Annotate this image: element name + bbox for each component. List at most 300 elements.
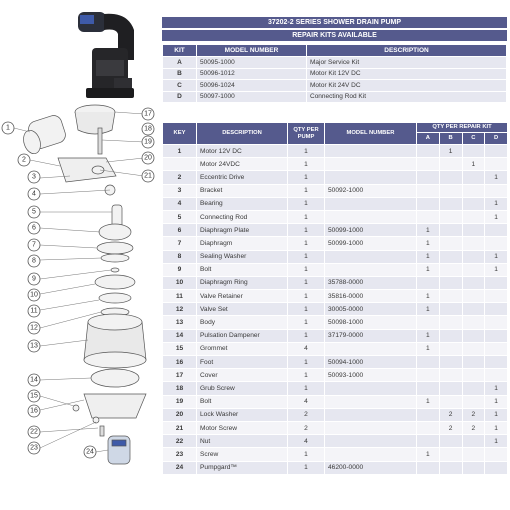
kit-row (163, 57, 507, 69)
part-kit-d-cell (485, 316, 508, 329)
part-description-cell: Bearing (197, 197, 288, 210)
svg-text:12: 12 (30, 324, 38, 332)
part-row (163, 210, 508, 223)
part-kit-b-cell (439, 342, 462, 355)
part-description-cell: Pumpgard™ (197, 461, 288, 474)
part-kit-a-cell: 1 (417, 303, 440, 316)
callout-5 (28, 206, 40, 218)
part-qty-cell: 1 (288, 290, 325, 303)
svg-text:10: 10 (30, 291, 38, 299)
part-kit-a-cell (417, 145, 440, 158)
part-key-cell: 24 (163, 461, 197, 474)
svg-text:9: 9 (32, 275, 36, 283)
part-qty-cell: 1 (288, 369, 325, 382)
part-kit-c-cell (462, 395, 485, 408)
part-description-cell: Motor Screw (197, 421, 288, 434)
svg-text:11: 11 (30, 307, 38, 315)
part-key-cell: 13 (163, 316, 197, 329)
part-kit-a-cell: 1 (417, 342, 440, 355)
part-row (163, 276, 508, 289)
callout-7 (28, 239, 40, 251)
kit-c-column-header: C (462, 133, 485, 145)
part-kit-b-cell: 2 (439, 421, 462, 434)
part-description-cell: Bracket (197, 184, 288, 197)
kit-d-column-header: D (485, 133, 508, 145)
svg-text:14: 14 (30, 376, 38, 384)
part-description-cell: Nut (197, 435, 288, 448)
part-key-cell: 9 (163, 263, 197, 276)
part-kit-a-cell: 1 (417, 290, 440, 303)
svg-text:2: 2 (22, 156, 26, 164)
part-kit-c-cell (462, 303, 485, 316)
part-description-cell: Motor 24VDC (197, 158, 288, 171)
part-key-cell: 15 (163, 342, 197, 355)
model-number-column-header: MODEL NUMBER (325, 123, 417, 145)
part-model-cell: 46200-0000 (325, 461, 417, 474)
svg-text:24: 24 (86, 448, 94, 456)
part-kit-c-cell (462, 448, 485, 461)
callout-23 (28, 442, 40, 454)
exploded-view-diagram (0, 0, 160, 510)
part-kit-b-cell (439, 329, 462, 342)
kit-column-header: KIT (163, 45, 197, 57)
part-key-cell: 6 (163, 224, 197, 237)
kit-description-cell: Connecting Rod Kit (307, 91, 507, 103)
part-kit-b-cell (439, 382, 462, 395)
part-qty-cell: 1 (288, 382, 325, 395)
callout-6 (28, 222, 40, 234)
part-model-cell (325, 342, 417, 355)
part-qty-cell: 4 (288, 395, 325, 408)
part-model-cell: 50092-1000 (325, 184, 417, 197)
part-kit-b-cell (439, 356, 462, 369)
part-kit-b-cell (439, 395, 462, 408)
part-row (163, 421, 508, 434)
part-kit-d-cell (485, 290, 508, 303)
part-kit-d-cell: 1 (485, 197, 508, 210)
part-kit-c-cell (462, 316, 485, 329)
svg-text:23: 23 (30, 444, 38, 452)
part-description-cell: Lock Washer (197, 408, 288, 421)
part-key-cell: 19 (163, 395, 197, 408)
callout-17 (142, 108, 154, 120)
part-qty-cell: 1 (288, 224, 325, 237)
part-key-cell: 14 (163, 329, 197, 342)
part-description-cell: Pulsation Dampener (197, 329, 288, 342)
part-model-cell (325, 197, 417, 210)
part-kit-b-cell (439, 448, 462, 461)
part-kit-d-cell (485, 303, 508, 316)
part-kit-d-cell (485, 369, 508, 382)
part-kit-c-cell (462, 276, 485, 289)
callout-19 (142, 136, 154, 148)
part-kit-c-cell (462, 290, 485, 303)
svg-text:18: 18 (144, 125, 152, 133)
part-kit-b-cell (439, 276, 462, 289)
part-row (163, 237, 508, 250)
part-key-cell: 20 (163, 408, 197, 421)
part-qty-cell: 1 (288, 184, 325, 197)
part-row (163, 263, 508, 276)
part-kit-c-cell: 1 (462, 158, 485, 171)
part-key-cell: 11 (163, 290, 197, 303)
part-kit-a-cell (417, 316, 440, 329)
callout-15 (28, 390, 40, 402)
part-key-cell: 18 (163, 382, 197, 395)
part-kit-a-cell (417, 382, 440, 395)
part-kit-d-cell (485, 276, 508, 289)
part-key-cell (163, 158, 197, 171)
part-kit-b-cell (439, 158, 462, 171)
part-row (163, 184, 508, 197)
part-qty-cell: 1 (288, 329, 325, 342)
part-key-cell: 7 (163, 237, 197, 250)
part-kit-d-cell (485, 158, 508, 171)
part-key-cell: 23 (163, 448, 197, 461)
part-model-cell (325, 210, 417, 223)
part-row (163, 342, 508, 355)
callout-11 (28, 305, 40, 317)
part-row (163, 224, 508, 237)
part-key-cell: 12 (163, 303, 197, 316)
part-kit-d-cell (485, 145, 508, 158)
part-kit-a-cell (417, 461, 440, 474)
svg-text:6: 6 (32, 224, 36, 232)
part-row (163, 158, 508, 171)
document-title: 37202-2 SERIES SHOWER DRAIN PUMP (162, 17, 507, 28)
kit-row (163, 68, 507, 80)
part-kit-b-cell (439, 461, 462, 474)
svg-text:13: 13 (30, 342, 38, 350)
part-kit-c-cell (462, 210, 485, 223)
callout-4 (28, 188, 40, 200)
part-qty-cell: 1 (288, 263, 325, 276)
callout-3 (28, 171, 40, 183)
repair-kits-table (162, 44, 507, 103)
part-qty-cell: 1 (288, 303, 325, 316)
part-row (163, 408, 508, 421)
part-row (163, 356, 508, 369)
part-key-cell: 8 (163, 250, 197, 263)
callout-22 (28, 426, 40, 438)
part-kit-c-cell (462, 263, 485, 276)
kit-row (163, 80, 507, 92)
part-description-cell: Diaphragm Ring (197, 276, 288, 289)
kit-row (163, 91, 507, 103)
kit-description-cell: Motor Kit 24V DC (307, 80, 507, 92)
part-qty-cell: 1 (288, 316, 325, 329)
part-qty-cell: 4 (288, 435, 325, 448)
part-description-cell: Diaphragm (197, 237, 288, 250)
part-kit-c-cell (462, 356, 485, 369)
svg-text:20: 20 (144, 154, 152, 162)
part-kit-b-cell (439, 290, 462, 303)
part-kit-c-cell (462, 435, 485, 448)
part-row (163, 290, 508, 303)
part-kit-b-cell (439, 184, 462, 197)
part-kit-a-cell (417, 435, 440, 448)
part-kit-a-cell (417, 369, 440, 382)
part-description-cell: Screw (197, 448, 288, 461)
part-kit-a-cell (417, 171, 440, 184)
part-kit-a-cell (417, 276, 440, 289)
part-kit-d-cell (485, 461, 508, 474)
callout-14 (28, 374, 40, 386)
part-row (163, 382, 508, 395)
part-kit-a-cell: 1 (417, 329, 440, 342)
part-kit-d-cell: 1 (485, 395, 508, 408)
callout-2 (18, 154, 30, 166)
svg-text:8: 8 (32, 257, 36, 265)
callout-1 (2, 122, 14, 134)
part-kit-c-cell: 2 (462, 408, 485, 421)
part-kit-c-cell (462, 329, 485, 342)
part-kit-d-cell (485, 184, 508, 197)
kit-model-cell: 50095-1000 (197, 57, 307, 69)
part-row (163, 435, 508, 448)
qty-per-pump-column-header: QTY PER PUMP (288, 123, 325, 145)
svg-text:16: 16 (30, 407, 38, 415)
part-row (163, 461, 508, 474)
part-model-cell (325, 158, 417, 171)
part-kit-d-cell (485, 329, 508, 342)
part-qty-cell: 4 (288, 342, 325, 355)
callout-20 (142, 152, 154, 164)
part-kit-a-cell: 1 (417, 263, 440, 276)
part-kit-d-cell: 1 (485, 250, 508, 263)
part-model-cell: 35788-0000 (325, 276, 417, 289)
part-description-cell: Connecting Rod (197, 210, 288, 223)
part-kit-b-cell (439, 224, 462, 237)
part-kit-a-cell: 1 (417, 395, 440, 408)
part-description-cell: Cover (197, 369, 288, 382)
svg-text:17: 17 (144, 110, 152, 118)
kit-letter-cell: B (163, 68, 197, 80)
part-description-cell: Motor 12V DC (197, 145, 288, 158)
svg-text:5: 5 (32, 208, 36, 216)
part-kit-c-cell (462, 369, 485, 382)
svg-text:3: 3 (32, 173, 36, 181)
description-column-header: DESCRIPTION (197, 123, 288, 145)
part-kit-c-cell (462, 382, 485, 395)
part-row (163, 329, 508, 342)
part-key-cell: 4 (163, 197, 197, 210)
part-model-cell (325, 421, 417, 434)
part-key-cell: 1 (163, 145, 197, 158)
part-model-cell (325, 382, 417, 395)
part-model-cell (325, 448, 417, 461)
callout-13 (28, 340, 40, 352)
part-description-cell: Bolt (197, 395, 288, 408)
part-kit-b-cell (439, 263, 462, 276)
part-description-cell: Diaphragm Plate (197, 224, 288, 237)
kit-a-column-header: A (417, 133, 440, 145)
part-model-cell: 30005-0000 (325, 303, 417, 316)
svg-text:22: 22 (30, 428, 38, 436)
pump-photo (78, 12, 134, 98)
part-kit-a-cell: 1 (417, 224, 440, 237)
part-row (163, 395, 508, 408)
part-qty-cell: 1 (288, 210, 325, 223)
part-kit-c-cell (462, 145, 485, 158)
part-description-cell: Body (197, 316, 288, 329)
part-description-cell: Sealing Washer (197, 250, 288, 263)
part-kit-b-cell (439, 303, 462, 316)
part-kit-d-cell: 1 (485, 171, 508, 184)
kit-description-cell: Major Service Kit (307, 57, 507, 69)
part-model-cell (325, 408, 417, 421)
svg-text:15: 15 (30, 392, 38, 400)
part-model-cell (325, 250, 417, 263)
part-kit-b-cell (439, 250, 462, 263)
part-kit-b-cell: 2 (439, 408, 462, 421)
part-kit-b-cell (439, 316, 462, 329)
part-qty-cell: 1 (288, 145, 325, 158)
part-description-cell: Foot (197, 356, 288, 369)
part-model-cell: 35816-0000 (325, 290, 417, 303)
part-kit-a-cell (417, 356, 440, 369)
svg-text:21: 21 (144, 172, 152, 180)
part-kit-c-cell (462, 184, 485, 197)
kit-description-cell: Motor Kit 12V DC (307, 68, 507, 80)
part-model-cell (325, 145, 417, 158)
part-qty-cell: 1 (288, 276, 325, 289)
part-kit-d-cell (485, 342, 508, 355)
part-kit-c-cell: 2 (462, 421, 485, 434)
part-row (163, 303, 508, 316)
part-kit-d-cell (485, 237, 508, 250)
part-kit-c-cell (462, 171, 485, 184)
qty-per-repair-kit-header: QTY PER REPAIR KIT (417, 123, 508, 133)
part-kit-b-cell (439, 171, 462, 184)
callout-16 (28, 405, 40, 417)
part-kit-b-cell (439, 435, 462, 448)
part-kit-c-cell (462, 461, 485, 474)
kit-description-column-header: DESCRIPTION (307, 45, 507, 57)
part-kit-a-cell: 1 (417, 237, 440, 250)
part-qty-cell: 1 (288, 158, 325, 171)
svg-text:7: 7 (32, 241, 36, 249)
part-kit-c-cell (462, 342, 485, 355)
part-description-cell: Valve Retainer (197, 290, 288, 303)
part-qty-cell: 1 (288, 448, 325, 461)
kit-letter-cell: C (163, 80, 197, 92)
part-model-cell (325, 395, 417, 408)
callout-12 (28, 322, 40, 334)
part-row (163, 448, 508, 461)
part-kit-a-cell: 1 (417, 448, 440, 461)
part-kit-b-cell (439, 369, 462, 382)
part-qty-cell: 1 (288, 461, 325, 474)
part-kit-d-cell: 1 (485, 435, 508, 448)
part-kit-d-cell: 1 (485, 421, 508, 434)
key-column-header: KEY (163, 123, 197, 145)
callout-8 (28, 255, 40, 267)
part-model-cell: 50098-1000 (325, 316, 417, 329)
part-kit-a-cell (417, 408, 440, 421)
part-key-cell: 22 (163, 435, 197, 448)
svg-text:4: 4 (32, 190, 36, 198)
part-kit-d-cell: 1 (485, 382, 508, 395)
part-row (163, 197, 508, 210)
part-kit-d-cell (485, 356, 508, 369)
part-kit-c-cell (462, 224, 485, 237)
part-kit-a-cell (417, 184, 440, 197)
part-kit-c-cell (462, 250, 485, 263)
svg-text:1: 1 (6, 124, 10, 132)
part-description-cell: Valve Set (197, 303, 288, 316)
part-qty-cell: 1 (288, 250, 325, 263)
part-model-cell: 50099-1000 (325, 224, 417, 237)
part-key-cell: 21 (163, 421, 197, 434)
callout-18 (142, 123, 154, 135)
svg-text:19: 19 (144, 138, 152, 146)
part-row (163, 145, 508, 158)
part-model-cell (325, 263, 417, 276)
kit-model-cell: 50096-1024 (197, 80, 307, 92)
part-qty-cell: 2 (288, 408, 325, 421)
part-kit-a-cell: 1 (417, 250, 440, 263)
part-model-cell (325, 435, 417, 448)
kit-model-cell: 50096-1012 (197, 68, 307, 80)
parts-table (162, 122, 508, 475)
callout-24 (84, 446, 96, 458)
part-description-cell: Bolt (197, 263, 288, 276)
part-row (163, 316, 508, 329)
callout-21 (142, 170, 154, 182)
kit-model-cell: 50097-1000 (197, 91, 307, 103)
part-model-cell: 37179-0000 (325, 329, 417, 342)
part-row (163, 250, 508, 263)
part-key-cell: 3 (163, 184, 197, 197)
part-description-cell: Eccentric Drive (197, 171, 288, 184)
part-key-cell: 17 (163, 369, 197, 382)
part-kit-d-cell (485, 448, 508, 461)
part-description-cell: Grub Screw (197, 382, 288, 395)
part-qty-cell: 2 (288, 421, 325, 434)
part-model-cell: 50093-1000 (325, 369, 417, 382)
part-kit-c-cell (462, 237, 485, 250)
part-qty-cell: 1 (288, 171, 325, 184)
callout-10 (28, 289, 40, 301)
part-kit-b-cell: 1 (439, 145, 462, 158)
part-key-cell: 10 (163, 276, 197, 289)
part-row (163, 369, 508, 382)
part-kit-b-cell (439, 237, 462, 250)
part-key-cell: 5 (163, 210, 197, 223)
callout-9 (28, 273, 40, 285)
part-qty-cell: 1 (288, 356, 325, 369)
repair-kits-header: REPAIR KITS AVAILABLE (162, 30, 507, 41)
part-kit-a-cell (417, 210, 440, 223)
part-model-cell: 50099-1000 (325, 237, 417, 250)
kit-letter-cell: D (163, 91, 197, 103)
part-kit-a-cell (417, 197, 440, 210)
kit-b-column-header: B (439, 133, 462, 145)
part-kit-b-cell (439, 210, 462, 223)
part-key-cell: 16 (163, 356, 197, 369)
part-kit-a-cell (417, 158, 440, 171)
part-description-cell: Grommet (197, 342, 288, 355)
part-key-cell: 2 (163, 171, 197, 184)
part-kit-d-cell: 1 (485, 408, 508, 421)
part-kit-d-cell: 1 (485, 263, 508, 276)
part-kit-a-cell (417, 421, 440, 434)
part-row (163, 171, 508, 184)
part-kit-d-cell: 1 (485, 210, 508, 223)
part-model-cell: 50094-1000 (325, 356, 417, 369)
kit-letter-cell: A (163, 57, 197, 69)
